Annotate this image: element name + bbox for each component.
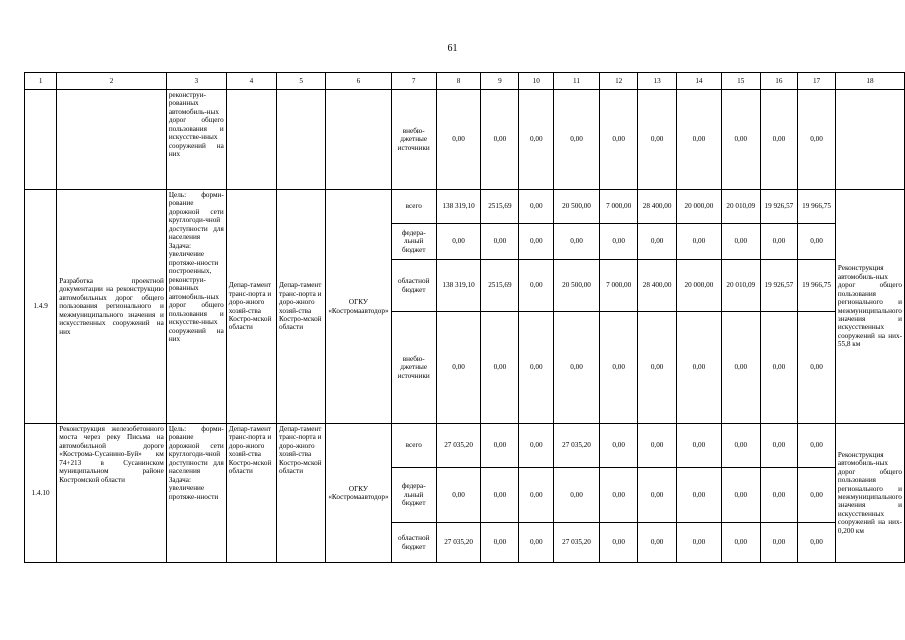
value-cell: 20 000,00	[676, 260, 721, 312]
goal-cell: Цель: форми-рование дорожной сети круглогоди-чной доступности для населения Задача: увеличение протяже-нности построенных, реконструи-рованных автомобиль-ных дорог общего пользования и искусстве-нных сооружений на них	[166, 190, 226, 424]
value-cell: 7 000,00	[600, 260, 638, 312]
row-number-cell: 1.4.10	[25, 424, 57, 563]
value-cell: 0,00	[481, 468, 519, 523]
value-cell: 0,00	[436, 312, 480, 424]
col-header: 4	[226, 73, 276, 90]
col-header: 3	[166, 73, 226, 90]
value-cell: 0,00	[638, 523, 677, 563]
value-cell: 0,00	[481, 424, 519, 468]
value-cell: 0,00	[676, 90, 721, 190]
value-cell: 0,00	[519, 90, 554, 190]
value-cell: 0,00	[760, 468, 798, 523]
col-header: 13	[638, 73, 677, 90]
result-cell: Реконструкция автомобиль-ных дорог общего пользования регионального и межмуниципального значения и искусственных сооружений на них- 0,200 км	[835, 424, 904, 563]
value-cell: 0,00	[676, 424, 721, 468]
value-cell: 0,00	[760, 424, 798, 468]
coexecutor-cell	[277, 90, 326, 190]
executor-cell: ОГКУ «Костромаавтодор»	[326, 190, 391, 424]
value-cell: 0,00	[519, 312, 554, 424]
col-header: 12	[600, 73, 638, 90]
value-cell: 0,00	[798, 523, 836, 563]
value-cell: 0,00	[600, 424, 638, 468]
value-cell: 0,00	[519, 190, 554, 224]
value-cell: 0,00	[721, 90, 760, 190]
value-cell: 0,00	[760, 312, 798, 424]
col-header: 18	[835, 73, 904, 90]
value-cell: 0,00	[436, 468, 480, 523]
value-cell: 0,00	[721, 523, 760, 563]
col-header: 9	[481, 73, 519, 90]
source-label: федера-льный бюджет	[391, 224, 436, 260]
value-cell: 20 000,00	[676, 190, 721, 224]
col-header: 15	[721, 73, 760, 90]
value-cell: 19 926,57	[760, 190, 798, 224]
value-cell: 0,00	[721, 468, 760, 523]
value-cell: 0,00	[638, 224, 677, 260]
value-cell: 7 000,00	[600, 190, 638, 224]
value-cell: 28 400,00	[638, 190, 677, 224]
source-label: всего	[391, 424, 436, 468]
value-cell: 0,00	[600, 90, 638, 190]
value-cell: 2515,69	[481, 260, 519, 312]
col-header: 6	[326, 73, 391, 90]
column-number-row	[25, 73, 905, 90]
value-cell: 0,00	[676, 224, 721, 260]
col-header: 17	[798, 73, 836, 90]
value-cell: 0,00	[638, 468, 677, 523]
value-cell: 0,00	[721, 424, 760, 468]
value-cell: 0,00	[638, 90, 677, 190]
executor-cell: ОГКУ «Костромаавтодор»	[326, 424, 391, 563]
goal-cell: реконструи-рованных автомобиль-ных дорог общего пользования и искусстве-нных сооружений на них	[166, 90, 226, 190]
source-label: областной бюджет	[391, 523, 436, 563]
source-label: всего	[391, 190, 436, 224]
value-cell: 27 035,20	[554, 523, 600, 563]
value-cell: 0,00	[519, 424, 554, 468]
source-label: областной бюджет	[391, 260, 436, 312]
value-cell: 0,00	[676, 523, 721, 563]
col-header: 16	[760, 73, 798, 90]
coexecutor-cell	[226, 90, 276, 190]
source-label: внебю-джетные источники	[391, 312, 436, 424]
value-cell: 20 500,00	[554, 260, 600, 312]
coexecutor-cell: Депар-тамент транс-порта и доро-жного хозяй-ства Костро-мской области	[226, 424, 276, 563]
col-header: 11	[554, 73, 600, 90]
value-cell: 0,00	[798, 424, 836, 468]
source-label: внебю-джетные источники	[391, 90, 436, 190]
value-cell: 0,00	[798, 468, 836, 523]
value-cell: 0,00	[798, 90, 836, 190]
value-cell: 0,00	[554, 224, 600, 260]
col-header: 5	[277, 73, 326, 90]
value-cell: 0,00	[638, 424, 677, 468]
value-cell: 20 010,09	[721, 260, 760, 312]
value-cell: 0,00	[600, 523, 638, 563]
value-cell: 0,00	[436, 224, 480, 260]
coexecutor-cell: Депар-тамент транс-порта и доро-жного хозяй-ства Костро-мской области	[277, 190, 326, 424]
value-cell: 0,00	[600, 224, 638, 260]
row-number-cell	[25, 90, 57, 190]
value-cell: 19 966,75	[798, 190, 836, 224]
goal-cell: Цель: форми-рование дорожной сети круглогоди-чной доступности для населения Задача: увеличение протяже-нности	[166, 424, 226, 563]
page-number: 61	[447, 43, 458, 54]
value-cell: 20 010,09	[721, 190, 760, 224]
value-cell: 0,00	[676, 468, 721, 523]
col-header: 1	[25, 73, 57, 90]
value-cell: 0,00	[798, 312, 836, 424]
value-cell: 0,00	[554, 468, 600, 523]
value-cell: 19 966,75	[798, 260, 836, 312]
col-header: 10	[519, 73, 554, 90]
value-cell: 0,00	[721, 312, 760, 424]
value-cell: 138 319,10	[436, 260, 480, 312]
row-name-cell: Разработка проектной документации на реконструкцию автомобильных дорог общего пользования регионального и межмуниципального значения и искусственных сооружений на них	[57, 190, 167, 424]
coexecutor-cell: Депар-тамент транс-порта и доро-жного хозяй-ства Костро-мской области	[277, 424, 326, 563]
row-number-cell: 1.4.9	[25, 190, 57, 424]
value-cell: 20 500,00	[554, 190, 600, 224]
executor-cell	[326, 90, 391, 190]
value-cell: 0,00	[760, 224, 798, 260]
result-cell	[835, 90, 904, 190]
value-cell: 0,00	[519, 224, 554, 260]
value-cell: 19 926,57	[760, 260, 798, 312]
value-cell: 0,00	[676, 312, 721, 424]
value-cell: 0,00	[481, 523, 519, 563]
value-cell: 0,00	[721, 224, 760, 260]
col-header: 14	[676, 73, 721, 90]
value-cell: 0,00	[600, 312, 638, 424]
value-cell: 0,00	[600, 468, 638, 523]
value-cell: 0,00	[554, 90, 600, 190]
value-cell: 0,00	[436, 90, 480, 190]
value-cell: 2515,69	[481, 190, 519, 224]
value-cell: 27 035,20	[436, 424, 480, 468]
table-row	[25, 424, 905, 468]
result-cell: Реконструкция автомобиль-ных дорог общего пользования регионального и межмуниципального значения и искусственных сооружений на них- 55,8 км	[835, 190, 904, 424]
table-row	[25, 90, 905, 190]
value-cell: 0,00	[638, 312, 677, 424]
value-cell: 0,00	[798, 224, 836, 260]
value-cell: 0,00	[760, 523, 798, 563]
source-label: федера-льный бюджет	[391, 468, 436, 523]
row-name-cell: Реконструкция железобетонного моста через реку Письма на автомобильной дороге «Кострома-Сусанино-Буй» км 74+213 в Сусанинском муниципальном районе Костромской области	[57, 424, 167, 563]
value-cell: 0,00	[481, 224, 519, 260]
value-cell: 0,00	[519, 260, 554, 312]
value-cell: 0,00	[481, 312, 519, 424]
value-cell: 27 035,20	[554, 424, 600, 468]
value-cell: 0,00	[760, 90, 798, 190]
budget-table	[24, 72, 905, 563]
value-cell: 27 035,20	[436, 523, 480, 563]
value-cell: 0,00	[554, 312, 600, 424]
value-cell: 138 319,10	[436, 190, 480, 224]
value-cell: 28 400,00	[638, 260, 677, 312]
value-cell: 0,00	[481, 90, 519, 190]
col-header: 2	[57, 73, 167, 90]
table-row	[25, 190, 905, 224]
value-cell: 0,00	[519, 523, 554, 563]
row-name-cell	[57, 90, 167, 190]
col-header: 8	[436, 73, 480, 90]
coexecutor-cell: Депар-тамент транс-порта и доро-жного хозяй-ства Костро-мской области	[226, 190, 276, 424]
value-cell: 0,00	[519, 468, 554, 523]
col-header: 7	[391, 73, 436, 90]
